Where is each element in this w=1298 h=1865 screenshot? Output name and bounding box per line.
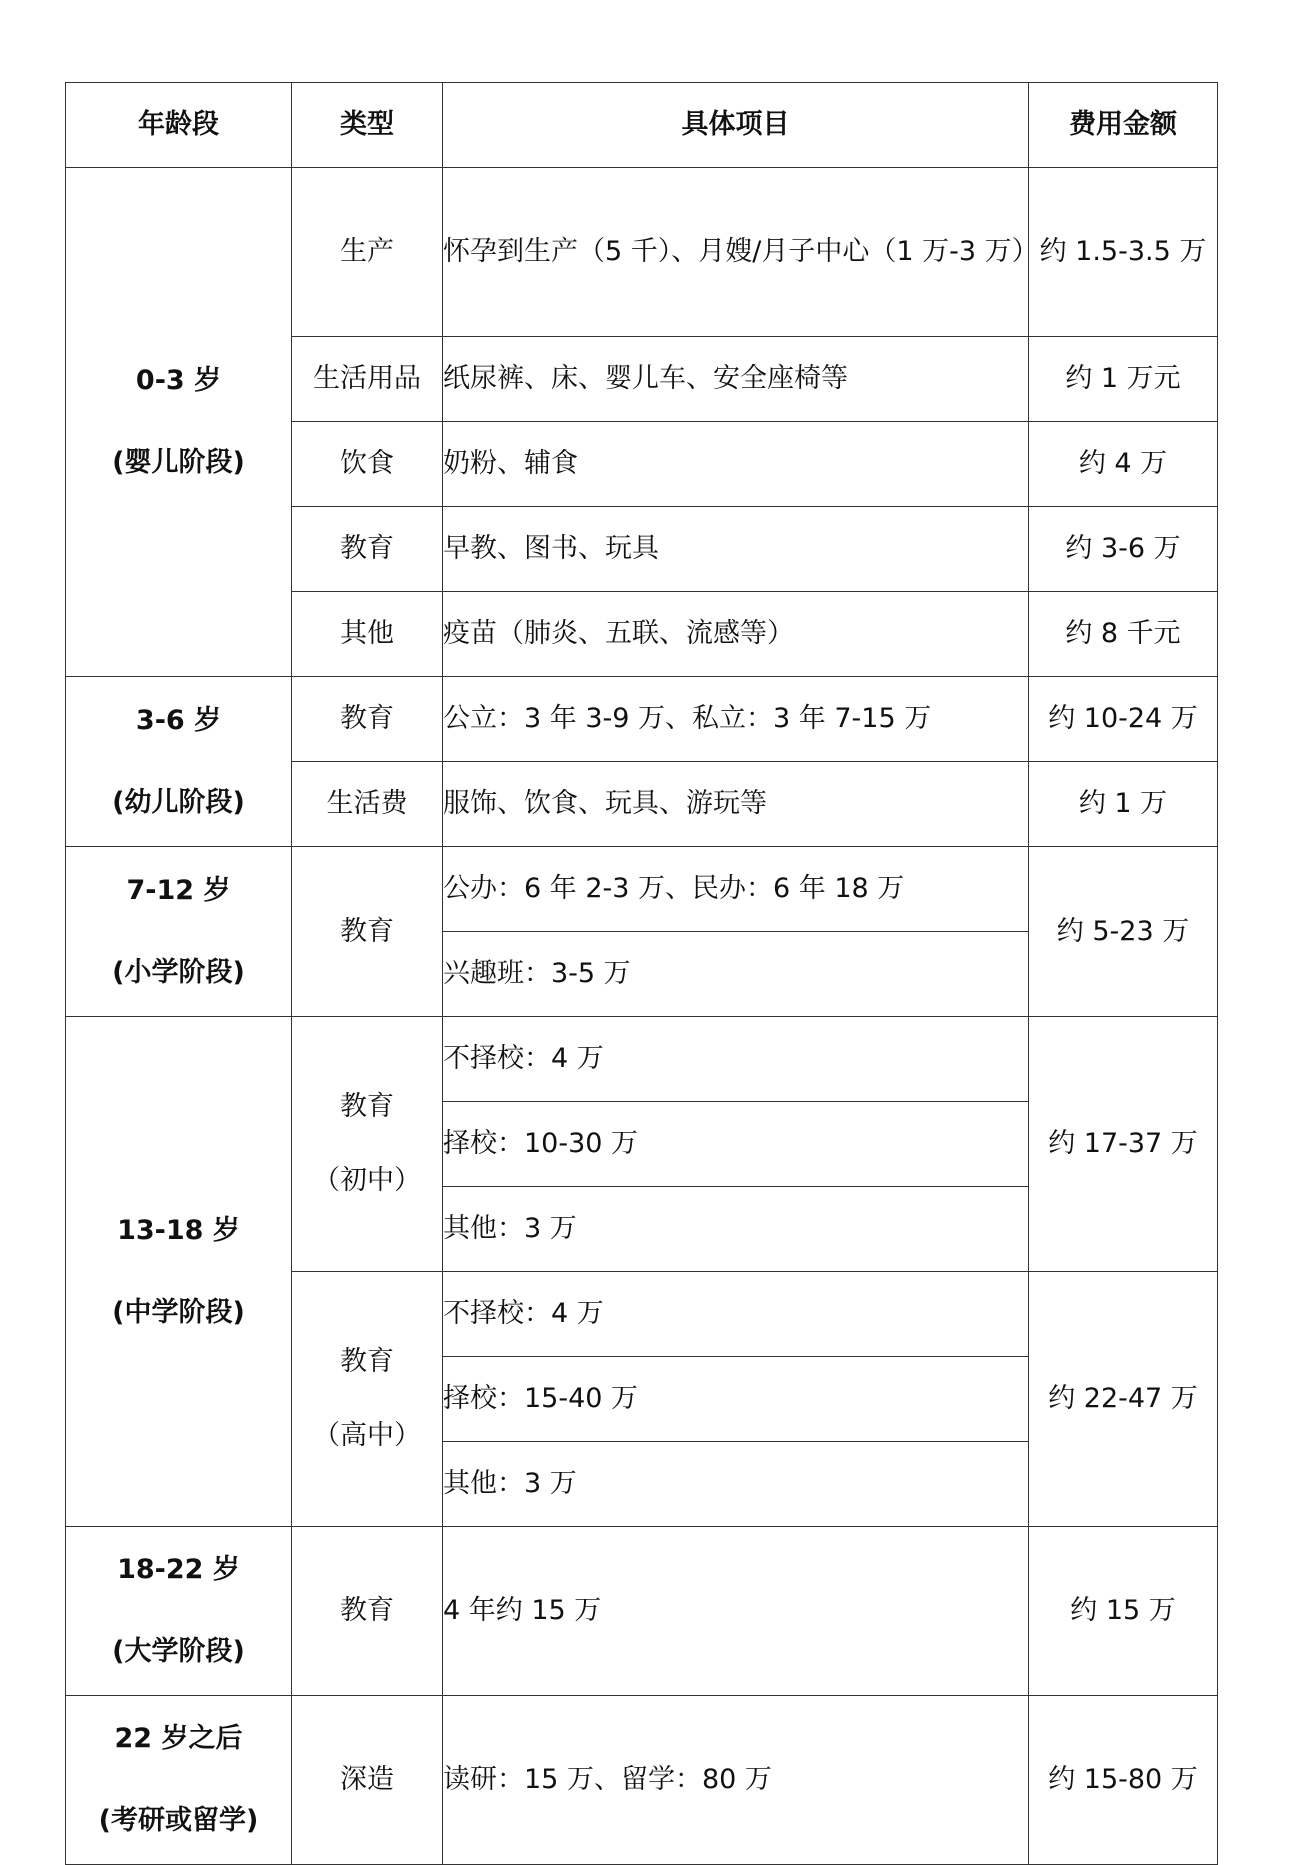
age-cell-primary bbox=[66, 847, 292, 1017]
stage-label: (小学阶段) bbox=[112, 956, 245, 988]
item-cell: 4 年约 15 万 bbox=[443, 1527, 1029, 1696]
age-cell-college bbox=[66, 1527, 292, 1696]
cost-cell: 约 1 万元 bbox=[1029, 337, 1218, 422]
table-row bbox=[66, 168, 1218, 337]
item-cell: 其他：3 万 bbox=[443, 1442, 1029, 1527]
item-cell: 服饰、饮食、玩具、游玩等 bbox=[443, 762, 1029, 847]
item-cell: 读研：15 万、留学：80 万 bbox=[443, 1696, 1029, 1865]
table-row bbox=[66, 1696, 1218, 1865]
table-header-row bbox=[66, 83, 1218, 168]
stage-label: (大学阶段) bbox=[112, 1636, 245, 1667]
type-cell: 饮食 bbox=[292, 422, 443, 507]
stage-label: (中学阶段) bbox=[112, 1296, 245, 1328]
type-cell: 生活用品 bbox=[292, 337, 443, 422]
header-cost: 费用金额 bbox=[1029, 83, 1218, 168]
cost-cell: 约 3-6 万 bbox=[1029, 507, 1218, 592]
type-sub-label: （高中） bbox=[313, 1420, 421, 1451]
item-cell: 不择校：4 万 bbox=[443, 1272, 1029, 1357]
type-cell: 生产 bbox=[292, 168, 443, 337]
type-cell: 教育 bbox=[292, 507, 443, 592]
cost-cell: 约 10-24 万 bbox=[1029, 677, 1218, 762]
type-cell bbox=[292, 1017, 443, 1272]
cost-cell: 约 8 千元 bbox=[1029, 592, 1218, 677]
cost-cell: 约 22-47 万 bbox=[1029, 1272, 1218, 1527]
cost-cell: 约 4 万 bbox=[1029, 422, 1218, 507]
item-cell: 疫苗（肺炎、五联、流感等） bbox=[443, 592, 1029, 677]
type-cell bbox=[292, 1272, 443, 1527]
item-cell: 兴趣班：3-5 万 bbox=[443, 932, 1029, 1017]
header-age: 年龄段 bbox=[66, 83, 292, 168]
item-cell: 择校：15-40 万 bbox=[443, 1357, 1029, 1442]
header-type: 类型 bbox=[292, 83, 443, 168]
type-cell: 教育 bbox=[292, 1527, 443, 1696]
stage-label: (考研或留学) bbox=[98, 1805, 259, 1836]
type-sub-label: （初中） bbox=[313, 1165, 421, 1196]
type-cell: 教育 bbox=[292, 847, 443, 1017]
item-cell: 公立：3 年 3-9 万、私立：3 年 7-15 万 bbox=[443, 677, 1029, 762]
cost-cell: 约 5-23 万 bbox=[1029, 847, 1218, 1017]
item-cell: 早教、图书、玩具 bbox=[443, 507, 1029, 592]
age-cell-middle bbox=[66, 1017, 292, 1527]
cost-cell: 约 15 万 bbox=[1029, 1527, 1218, 1696]
cost-cell: 约 15-80 万 bbox=[1029, 1696, 1218, 1865]
age-cell-toddler bbox=[66, 677, 292, 847]
table-row bbox=[66, 677, 1218, 762]
item-cell: 怀孕到生产（5 千）、月嫂/月子中心（1 万-3 万） bbox=[443, 168, 1029, 337]
stage-label: (幼儿阶段) bbox=[112, 786, 245, 818]
type-cell: 深造 bbox=[292, 1696, 443, 1865]
age-label: 3-6 岁 bbox=[135, 704, 222, 736]
type-label: 教育 bbox=[340, 1091, 394, 1123]
item-cell: 奶粉、辅食 bbox=[443, 422, 1029, 507]
cost-cell: 约 1 万 bbox=[1029, 762, 1218, 847]
cost-cell: 约 1.5-3.5 万 bbox=[1029, 168, 1218, 337]
age-cell-postgrad bbox=[66, 1696, 292, 1865]
item-cell: 其他：3 万 bbox=[443, 1187, 1029, 1272]
age-cell-infant bbox=[66, 168, 292, 677]
header-item: 具体项目 bbox=[443, 83, 1029, 168]
item-cell: 纸尿裤、床、婴儿车、安全座椅等 bbox=[443, 337, 1029, 422]
age-label: 13-18 岁 bbox=[117, 1214, 240, 1246]
age-label: 18-22 岁 bbox=[117, 1554, 240, 1586]
cost-cell: 约 17-37 万 bbox=[1029, 1017, 1218, 1272]
item-cell: 择校：10-30 万 bbox=[443, 1102, 1029, 1187]
type-cell: 生活费 bbox=[292, 762, 443, 847]
age-label: 22 岁之后 bbox=[114, 1723, 243, 1755]
stage-label: (婴儿阶段) bbox=[112, 447, 245, 478]
age-label: 7-12 岁 bbox=[126, 874, 231, 906]
table-row bbox=[66, 1017, 1218, 1102]
type-label: 教育 bbox=[340, 1346, 394, 1378]
item-cell: 不择校：4 万 bbox=[443, 1017, 1029, 1102]
table-row bbox=[66, 847, 1218, 932]
age-label: 0-3 岁 bbox=[135, 365, 222, 397]
item-cell: 公办：6 年 2-3 万、民办：6 年 18 万 bbox=[443, 847, 1029, 932]
cost-table bbox=[65, 82, 1218, 1865]
type-cell: 其他 bbox=[292, 592, 443, 677]
type-cell: 教育 bbox=[292, 677, 443, 762]
table-row bbox=[66, 1527, 1218, 1696]
